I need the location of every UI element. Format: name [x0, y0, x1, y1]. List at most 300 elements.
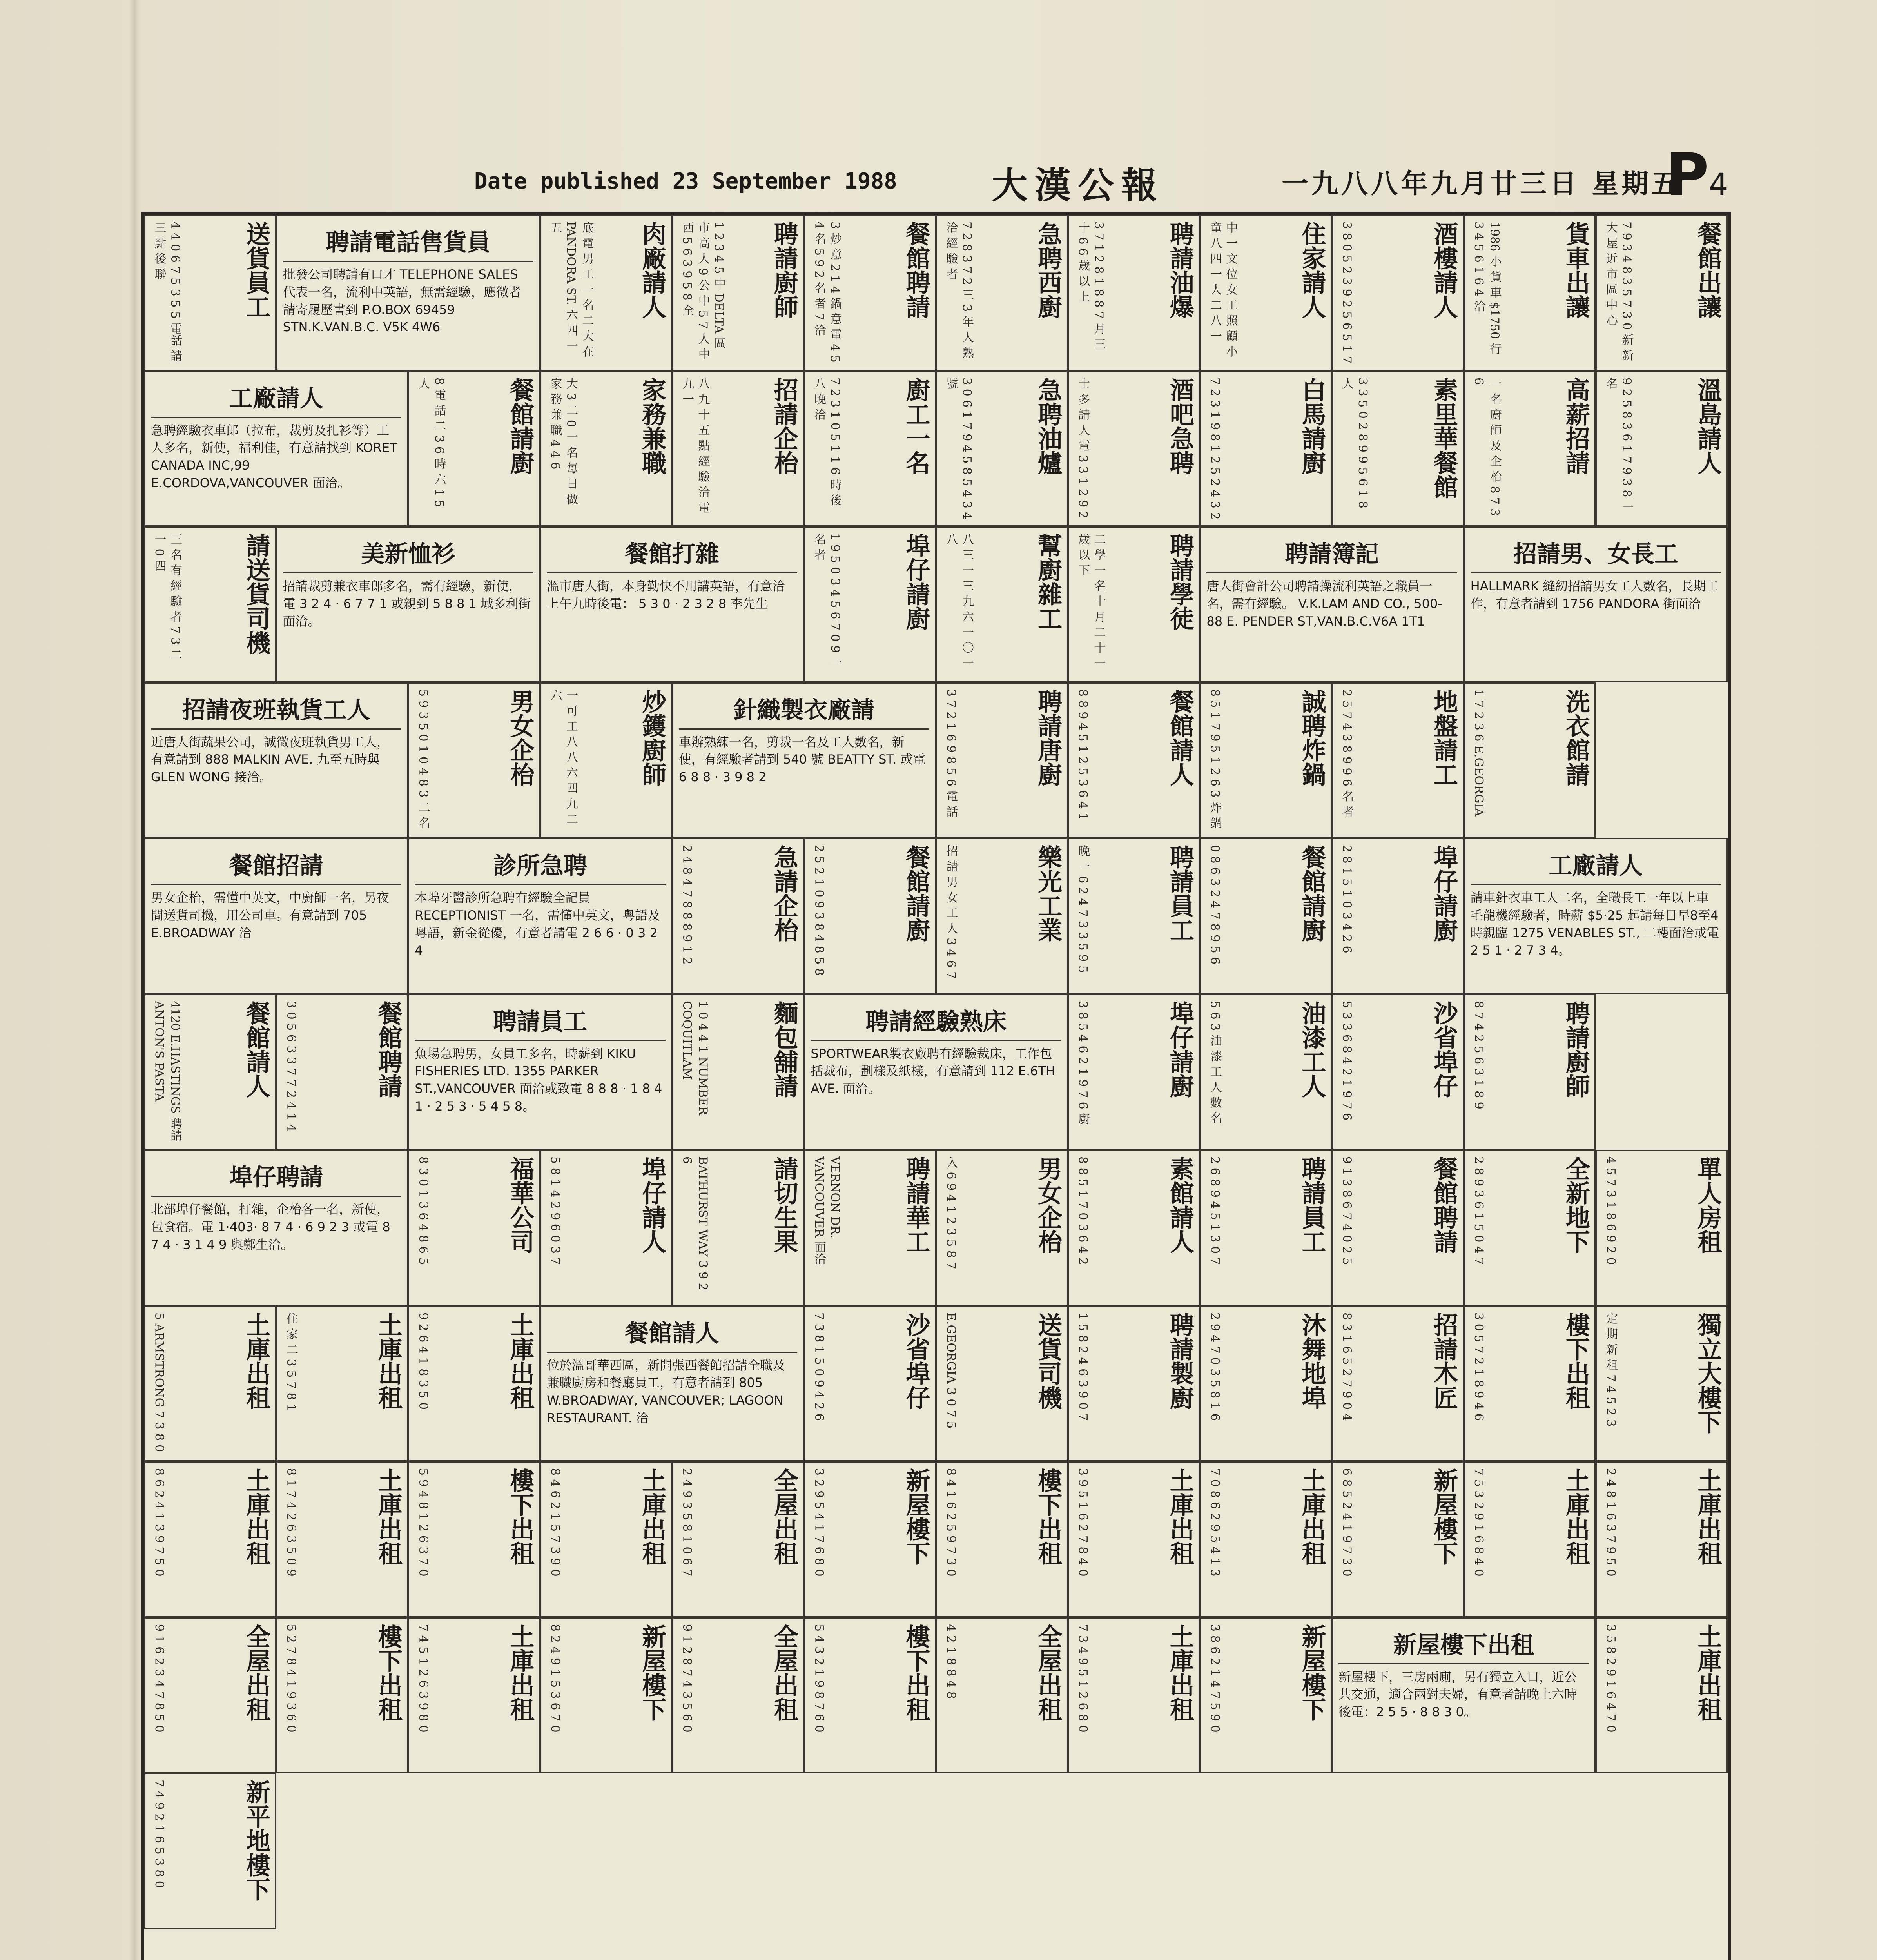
ad-body: 8 6 2 4 1 3 9 7 5 0 — [152, 1468, 166, 1577]
issue-date: 一九八八年九月廿三日 星期五 — [1282, 168, 1681, 200]
classified-ad — [804, 371, 936, 527]
classified-ad — [936, 1150, 1068, 1306]
ad-title: 住家請人 — [1297, 221, 1326, 319]
ad-body: 8 1 7 4 2 6 3 5 0 9 — [284, 1468, 298, 1577]
ad-body: 5 ARMSTRONG 7 3 8 0 — [152, 1312, 166, 1452]
classified-ad — [936, 1461, 1068, 1617]
ad-title: 油漆工人 — [1297, 1000, 1326, 1098]
classified-ad — [276, 1306, 408, 1462]
ad-title: 廚工一名 — [901, 377, 930, 475]
classified-ad — [804, 526, 936, 682]
ad-title: 聘請油爆 — [1166, 221, 1195, 319]
ad-body: 9 1 3 8 6 7 4 0 2 5 — [1340, 1156, 1354, 1265]
classified-ad — [936, 682, 1068, 838]
ad-body: 1986 小 貨 車 $1750 行 3 4 5 6 1 6 4 洽 — [1472, 221, 1502, 355]
ad-body: 8 7 4 2 5 6 3 1 8 9 — [1472, 1000, 1486, 1109]
ad-body: 7 3 4 9 5 1 2 6 8 0 — [1076, 1624, 1090, 1733]
ad-title: 聘請簿記 — [1206, 535, 1457, 573]
ad-body: 1 5 8 2 4 6 3 9 0 7 — [1076, 1312, 1090, 1421]
classified-ad — [1332, 1461, 1464, 1617]
ad-body: 底 電 男 工 一 名 二 大 在 PANDORA ST. 六 四 一 五 — [548, 221, 594, 358]
ad-title: 診所急聘 — [415, 847, 665, 885]
ad-title: 聘請唐廚 — [1034, 689, 1063, 786]
ad-body: SPORTWEAR製衣廠聘有經驗裁床，工作包括裁布，劃樣及紙樣，有意請到 112 E.6TH AVE. 面洽。 — [811, 1046, 1055, 1096]
masthead: 大漢公報 — [992, 164, 1164, 207]
classified-ad — [1068, 994, 1200, 1150]
ad-body: 2 9 4 7 0 3 5 8 1 6 — [1208, 1312, 1222, 1421]
classified-ad — [144, 371, 408, 527]
ad-body: 入 6 9 4 1 2 3 5 8 7 — [944, 1156, 958, 1269]
ad-title: 餐館出讓 — [1693, 221, 1722, 319]
ad-title: 貨車出讓 — [1561, 221, 1590, 319]
ad-body: 八 九 十 五 點 經 驗 洽 電 九 一 — [680, 377, 710, 513]
ad-body: 0 8 6 3 2 4 7 8 9 5 6 — [1208, 845, 1222, 965]
classified-ad — [1332, 994, 1464, 1150]
classified-ad — [1332, 371, 1464, 527]
ad-title: 男女企枱 — [506, 689, 535, 786]
classified-ad — [1332, 1617, 1596, 1773]
ad-body: 5 6 3 油 漆 工 人 數 名 — [1208, 1000, 1222, 1124]
page-fold — [129, 0, 140, 1960]
classified-ad — [144, 1461, 276, 1617]
ad-title: 樓下出租 — [374, 1624, 403, 1721]
classified-ad — [1200, 215, 1332, 371]
classified-ad — [804, 215, 936, 371]
ad-body: 3 7 1 2 8 1 8 8 7 月 三 十 6 6 歲 以 上 — [1076, 221, 1106, 350]
ad-title: 聘請員工 — [1166, 845, 1195, 942]
ad-title: 沙省埠仔 — [1429, 1000, 1458, 1098]
classified-ad — [408, 371, 540, 527]
classified-ad — [408, 682, 540, 838]
ad-body: 2 5 7 4 3 8 9 9 6 名 者 — [1340, 689, 1354, 817]
ad-body: 唐人街會計公司聘請操流利英語之職員一名，需有經驗。 V.K.LAM AND CO., 500-88 E. PENDER ST,VAN.B.C.V6A 1T1 — [1206, 579, 1442, 629]
classified-ad — [804, 1306, 936, 1462]
ad-body: E.GEORGIA 3 0 7 5 — [944, 1312, 958, 1428]
ad-title: 聘請電話售貨員 — [283, 224, 533, 262]
ad-title: 土庫出租 — [1297, 1468, 1326, 1565]
ad-title: 全屋出租 — [770, 1624, 799, 1721]
ad-title: 餐館打雜 — [547, 535, 797, 573]
classified-ad — [408, 1306, 540, 1462]
ad-title: 餐館聘請 — [1429, 1156, 1458, 1254]
classified-ad — [144, 1617, 276, 1773]
ad-title: 餐館聘請 — [901, 221, 930, 319]
classified-ad — [1332, 838, 1464, 994]
ad-body: 8 2 4 9 1 5 3 6 7 0 — [548, 1624, 562, 1733]
ad-body: 3 7 2 1 6 9 8 5 6 電 話 — [944, 689, 958, 817]
ad-title: 埠仔請廚 — [1429, 845, 1458, 942]
classified-ad — [540, 1461, 672, 1617]
ad-body: 8 4 1 6 2 5 9 7 3 0 — [944, 1468, 958, 1577]
ad-title: 新屋樓下出租 — [1338, 1626, 1589, 1664]
classified-ad — [1332, 682, 1464, 838]
ad-body: 7 0 8 6 2 9 5 4 1 3 — [1208, 1468, 1222, 1577]
classified-ad — [1200, 526, 1464, 682]
classified-ad — [144, 526, 276, 682]
classified-ad — [540, 1150, 672, 1306]
ad-body: 7 4 5 1 2 6 3 9 8 0 — [416, 1624, 430, 1733]
classified-ad — [1596, 371, 1728, 527]
ad-title: 素館請人 — [1166, 1156, 1195, 1254]
ad-body: 3 8 5 4 6 2 1 9 7 6 廚 — [1076, 1000, 1090, 1125]
ad-title: 新屋樓下 — [1429, 1468, 1458, 1565]
ad-body: 請車針衣車工人二名，全職長工一年以上車毛龍機經驗者，時薪 $5·25 起請每日早8至4時親臨 1275 VENABLES ST., 二樓面洽或電 2 5 1 · 2 7 3 4。 — [1470, 890, 1719, 958]
ad-title: 請送貨司機 — [242, 533, 271, 655]
ad-title: 招請木匠 — [1429, 1312, 1458, 1410]
ad-title: 餐館聘請 — [374, 1000, 403, 1098]
classified-ad — [540, 1306, 804, 1462]
ad-title: 埠仔請廚 — [901, 533, 930, 630]
ad-title: 全新地下 — [1561, 1156, 1590, 1254]
ad-body: 3 8 0 5 2 3 9 2 5 6 5 1 7 — [1340, 221, 1354, 364]
ad-body: 2 6 8 9 4 5 1 3 0 7 — [1208, 1156, 1222, 1265]
classified-ad — [144, 838, 408, 994]
ad-title: 土庫出租 — [374, 1468, 403, 1565]
ad-body: 溫市唐人街，本身勤快不用講英語，有意洽上午九時後電： 5 3 0 · 2 3 2 8 李先生 — [546, 579, 785, 611]
classified-ad — [804, 1461, 936, 1617]
ad-title: 急聘油爐 — [1034, 377, 1063, 475]
ad-title: 急請企枱 — [770, 845, 799, 942]
ad-title: 土庫出租 — [1693, 1624, 1722, 1721]
classified-ad — [1068, 526, 1200, 682]
ad-title: 送貨司機 — [1034, 1312, 1063, 1410]
ad-body: 位於溫哥華西區，新開張西餐館招請全職及兼職廚房和餐廳員工，有意者請到 805 W.BROADWAY, VANCOUVER; LAGOON RESTAURANT. 洽 — [546, 1357, 785, 1425]
ad-title: 餐館請廚 — [1297, 845, 1326, 942]
classified-ad — [1464, 371, 1596, 527]
classified-ad — [1068, 1150, 1200, 1306]
ad-title: 埠仔聘請 — [151, 1159, 401, 1197]
classified-ad — [1464, 682, 1596, 838]
classified-ad — [1596, 215, 1728, 371]
ad-title: 急聘西廚 — [1034, 221, 1063, 319]
classified-ad — [144, 994, 276, 1150]
classified-ad — [276, 1617, 408, 1773]
classified-ad — [1464, 994, 1596, 1150]
classified-ad — [1464, 1461, 1596, 1617]
ad-body: 一 可 工 八 八 六 四 九 二 六 — [548, 689, 578, 825]
classified-ad — [1068, 1461, 1200, 1617]
ad-body: 中 一 文 位 女 工 照 顧 小 童 八 四 一 人 二 八 一 — [1208, 221, 1238, 358]
classified-ad — [408, 1150, 540, 1306]
classified-ad — [1068, 371, 1200, 527]
ad-body: 3 炒 意 2 1 4 鍋 意 電 4 5 4 名 5 9 2 名 者 7 洽 — [812, 221, 842, 363]
ad-body: 3 9 5 1 6 2 7 8 4 0 — [1076, 1468, 1090, 1577]
classified-ad — [804, 838, 936, 994]
ad-title: 男女企枱 — [1034, 1156, 1063, 1254]
ad-body: 7 2 8 3 7 2 三 3 年 人 熟 洽 經 驗 者 — [944, 221, 974, 358]
classified-ad — [672, 1461, 804, 1617]
ad-title: 聘請員工 — [415, 1003, 665, 1041]
classified-ad — [1596, 1306, 1728, 1462]
ad-title: 土庫出租 — [506, 1312, 535, 1410]
ad-title: 招請夜班執貨工人 — [151, 691, 401, 730]
ad-title: 餐館請廚 — [901, 845, 930, 942]
ad-body: 8 8 9 4 5 1 2 5 3 6 4 1 — [1076, 689, 1090, 820]
ad-title: 聘請廚師 — [1561, 1000, 1590, 1098]
ad-body: 急聘經驗衣車郎（拉布，裁剪及扎衫等）工人多名，新使，福利佳，有意請找到 KORET CANADA INC,99 E.CORDOVA,VANCOUVER 面洽。 — [151, 423, 397, 490]
ad-title: 土庫出租 — [242, 1312, 271, 1410]
classified-ad — [144, 1150, 408, 1306]
ad-title: 沐舞地埠 — [1297, 1312, 1326, 1410]
page-digit: 4 — [1708, 167, 1728, 203]
ad-body: 7 3 8 1 5 0 9 4 2 6 — [812, 1312, 826, 1421]
ad-body: 8 電 話 二 3 6 時 六 1 5 人 — [416, 377, 446, 507]
ad-title: 土庫出租 — [374, 1312, 403, 1410]
classified-ad — [1464, 1306, 1596, 1462]
ad-title: 美新恤衫 — [283, 535, 533, 573]
ad-title: 新屋樓下 — [1297, 1624, 1326, 1721]
classified-ad — [1464, 215, 1596, 371]
ad-title: 高薪招請 — [1561, 377, 1590, 475]
ad-title: 土庫出租 — [1561, 1468, 1590, 1565]
ad-title: 家務兼職 — [638, 377, 667, 475]
classified-ad — [1200, 682, 1332, 838]
ad-title: 酒樓請人 — [1429, 221, 1458, 319]
classified-ad — [936, 1617, 1068, 1773]
ad-title: 招請企枱 — [770, 377, 799, 475]
ad-title: 土庫出租 — [1166, 1468, 1195, 1565]
ad-body: HALLMARK 縫紉招請男女工人數名，長期工作，有意者請到 1756 PANDORA 街面洽 — [1470, 579, 1719, 611]
ad-title: 新屋樓下 — [901, 1468, 930, 1565]
classified-ad — [1200, 1617, 1332, 1773]
classified-ads-grid — [141, 212, 1731, 1960]
ad-title: 樓下出租 — [1034, 1468, 1063, 1565]
ad-title: 樓下出租 — [1561, 1312, 1590, 1410]
ad-title: 素里華餐館 — [1429, 377, 1458, 499]
ad-title: 聘請廚師 — [770, 221, 799, 319]
ad-title: 全屋出租 — [242, 1624, 271, 1721]
ad-body: 4 2 1 8 8 4 8 — [944, 1624, 958, 1699]
ad-body: 1 9 5 0 3 4 5 6 7 0 9 一 名 者 — [812, 533, 842, 668]
ad-title: 樓下出租 — [901, 1624, 930, 1721]
ad-body: 3 0 6 1 7 9 4 5 8 5 4 3 4 號 — [944, 377, 974, 520]
ad-body: 3 5 8 2 9 1 6 4 7 0 — [1603, 1624, 1618, 1733]
classified-ad — [540, 371, 672, 527]
classified-ad — [672, 994, 804, 1150]
ad-body: 三 名 有 經 驗 者 7 3 二 一 0 四 — [152, 533, 182, 661]
ad-title: 炒鑊廚師 — [638, 689, 667, 786]
ad-body: 7 9 3 4 8 3 5 7 3 0 新 新 大 屋 近 市 區 中 心 — [1603, 221, 1634, 361]
ad-title: 聘請員工 — [1297, 1156, 1326, 1254]
classified-ad — [276, 526, 540, 682]
ad-title: 酒吧急聘 — [1166, 377, 1195, 475]
ad-body: 8 8 5 1 7 0 3 6 4 2 — [1076, 1156, 1090, 1265]
classified-ad — [1332, 1306, 1464, 1462]
ad-title: 工廠請人 — [1471, 847, 1721, 885]
ad-title: 聘請經驗熟床 — [811, 1003, 1061, 1041]
classified-ad — [276, 994, 408, 1150]
classified-ad — [408, 1461, 540, 1617]
classified-ad — [936, 526, 1068, 682]
ad-title: 針織製衣廠請 — [679, 691, 929, 730]
classified-ad — [1332, 215, 1464, 371]
classified-ad — [144, 1773, 276, 1929]
classified-ad — [1596, 1461, 1728, 1617]
ad-title: 樓下出租 — [506, 1468, 535, 1565]
ad-title: 餐館請人 — [1166, 689, 1195, 786]
ad-body: 5 9 4 8 1 2 6 3 7 0 — [416, 1468, 430, 1577]
classified-ad — [1596, 1150, 1728, 1306]
ad-title: 土庫出租 — [242, 1468, 271, 1565]
classified-ad — [1200, 371, 1332, 527]
ad-body: 招請裁剪兼衣車郎多名，需有經驗，新使，電 3 2 4 · 6 7 7 1 或親到 5 8 8 1 域多利街面洽。 — [283, 579, 531, 629]
ad-body: 士 多 請 人 電 3 3 1 2 9 2 — [1076, 377, 1090, 519]
classified-ad — [804, 1150, 936, 1306]
ad-body: 8 4 6 2 1 5 7 3 9 0 — [548, 1468, 562, 1577]
classified-ad — [540, 1617, 672, 1773]
classified-ad — [540, 526, 804, 682]
ad-title: 土庫出租 — [506, 1624, 535, 1721]
classified-ad — [672, 1617, 804, 1773]
ad-body: 9 2 5 8 3 6 1 7 9 3 8 一 名 — [1603, 377, 1634, 513]
classified-ad — [540, 682, 672, 838]
classified-ad — [936, 838, 1068, 994]
ad-title: 沙省埠仔 — [901, 1312, 930, 1410]
ad-body: 9 1 6 2 3 4 7 8 5 0 — [152, 1624, 166, 1733]
ad-body: 5 9 3 5 0 1 0 4 8 3 二 名 — [416, 689, 430, 829]
classified-ad — [276, 1461, 408, 1617]
ad-title: 聘請學徒 — [1166, 533, 1195, 630]
classified-ad — [1068, 838, 1200, 994]
ad-body: 1 7 2 3 6 E.GEORGIA — [1472, 689, 1486, 817]
ad-body: 2 8 1 5 1 0 3 4 2 6 — [1340, 845, 1354, 953]
ad-title: 聘請華工 — [901, 1156, 930, 1254]
ad-title: 埠仔請人 — [638, 1156, 667, 1254]
ad-title: 餐館請人 — [547, 1315, 797, 1353]
classified-ad — [1068, 215, 1200, 371]
ad-title: 全屋出租 — [770, 1468, 799, 1565]
classified-ad — [408, 838, 672, 994]
ad-body: 2 4 8 1 6 3 7 9 5 0 — [1603, 1468, 1618, 1577]
ad-body: 一 名 廚 師 及 企 枱 8 7 3 6 — [1472, 377, 1502, 516]
ad-body: 8 5 1 7 9 5 1 2 6 3 炸 鍋 — [1208, 689, 1222, 829]
classified-ad — [1200, 994, 1332, 1150]
ad-body: 7 5 3 2 9 1 6 8 4 0 — [1472, 1468, 1486, 1577]
ad-body: 7 2 3 1 9 8 1 2 5 2 4 3 2 — [1208, 377, 1222, 520]
ad-title: 麵包舖請 — [770, 1000, 799, 1098]
classified-ad — [1464, 526, 1728, 682]
ad-body: 2 5 2 1 0 9 3 8 4 8 5 8 — [812, 845, 826, 976]
ad-title: 餐館請廚 — [506, 377, 535, 475]
ad-body: 男女企枱，需懂中英文，中廚師一名，另夜間送貨司機，用公司車。有意請到 705 E.BROADWAY 洽 — [151, 890, 390, 940]
ad-title: 全屋出租 — [1034, 1624, 1063, 1721]
classified-ad — [804, 994, 1068, 1150]
classified-ad — [672, 682, 936, 838]
classified-ad — [144, 215, 276, 371]
ad-body: 定 期 新 租 7 4 5 2 3 — [1603, 1312, 1618, 1427]
ad-title: 樂光工業 — [1034, 845, 1063, 942]
ad-body: 2 4 8 4 7 8 8 8 9 1 2 — [680, 845, 694, 965]
ad-body: 大 3 二 0 一 名 每 日 做 家 務 兼 職 4 4 6 — [548, 377, 578, 505]
ad-title: 聘請製廚 — [1166, 1312, 1195, 1410]
ad-body: 魚場急聘男，女員工多名，時薪到 KIKU FISHERIES LTD. 1355 PARKER ST.,VANCOUVER 面洽或致電 8 8 8 · 1 8 4 1 · 2 5 3 · 5 4 5 8。 — [415, 1046, 662, 1114]
classified-ad — [1068, 1306, 1200, 1462]
ad-title: 土庫出租 — [1693, 1468, 1722, 1565]
ad-body: 5 8 1 4 2 9 6 0 3 7 — [548, 1156, 562, 1265]
ad-body: 車辦熟練一名，剪裁一名及工人數名，新使，有經驗者請到 540 號 BEATTY ST. 或電 6 8 8 · 3 9 8 2 — [678, 734, 926, 785]
classified-ad — [936, 215, 1068, 371]
ad-body: 本埠牙醫診所急聘有經驗全記員 RECEPTIONIST 一名，需懂中英文，粵語及粵語，新金從優，有意者請電 2 6 6 · 0 3 2 4 — [415, 890, 660, 958]
ad-body: 3 0 5 7 2 1 8 9 4 6 — [1472, 1312, 1486, 1421]
ad-body: 4 4 0 6 7 5 3 5 5 電話 請 三 點 後 聯 — [152, 221, 182, 362]
ad-body: 9 1 2 8 7 4 3 5 6 0 — [680, 1624, 694, 1733]
classified-ad — [1200, 1461, 1332, 1617]
classified-ad — [672, 1150, 804, 1306]
ad-body: 北部埠仔餐館，打雜，企枱各一名，新使，包食宿。電 1·403· 8 7 4 · 6 9 2 3 或電 8 7 4 · 3 1 4 9 與鄭生洽。 — [151, 1202, 390, 1252]
classified-ad — [1200, 838, 1332, 994]
classified-ad — [804, 1617, 936, 1773]
classified-ad — [672, 215, 804, 371]
classified-ad — [1200, 1150, 1332, 1306]
ad-title: 地盤請工 — [1429, 689, 1458, 786]
ad-body: BATHURST WAY 3 9 2 6 — [680, 1156, 710, 1290]
ad-body: 9 2 6 4 1 8 3 5 0 — [416, 1312, 430, 1410]
ad-body: 2 8 9 3 6 1 5 0 4 7 — [1472, 1156, 1486, 1265]
classified-ad — [1068, 682, 1200, 838]
ad-body: 批發公司聘請有口才 TELEPHONE SALES 代表一名，流利中英語，無需經驗，應徵者請寄履歷書到 P.O.BOX 69459 STN.K.VAN.B.C. V5K 4W6 — [283, 267, 521, 335]
classified-ad — [936, 1306, 1068, 1462]
ad-body: 近唐人街蔬果公司，誠徵夜班執貨男工人，有意請到 888 MALKIN AVE. 九至五時與 GLEN WONG 接洽。 — [151, 734, 390, 785]
ad-title: 請切生果 — [770, 1156, 799, 1254]
ad-body: 新屋樓下，三房兩廁，另有獨立入口，近公共交通，適合兩對夫婦，有意者請晚上六時後電：2 5 5 · 8 8 3 0。 — [1338, 1669, 1577, 1720]
ad-title: 洗衣館請 — [1561, 689, 1590, 786]
classified-ad — [936, 371, 1068, 527]
classified-ad — [144, 1306, 276, 1462]
classified-ad — [408, 1617, 540, 1773]
ad-body: 5 3 3 6 8 4 2 1 9 7 6 — [1340, 1000, 1354, 1120]
ad-title: 工廠請人 — [151, 380, 401, 418]
ad-body: 二 學 一 名 十 月 二 十 一 歲 以 下 — [1076, 533, 1106, 669]
ad-body: 3 3 5 0 2 8 9 9 5 6 1 8 人 — [1340, 377, 1369, 508]
ad-title: 送貨員工 — [242, 221, 271, 319]
ad-title: 新平地樓下 — [242, 1780, 271, 1901]
ad-body: 5 4 3 2 1 9 8 7 6 0 — [812, 1624, 826, 1733]
classified-ad — [540, 215, 672, 371]
ad-body: 5 2 7 8 4 1 9 3 6 0 — [284, 1624, 298, 1733]
ad-title: 土庫出租 — [1166, 1624, 1195, 1721]
ad-body: 7 4 9 2 1 6 5 3 8 0 — [152, 1780, 166, 1888]
ad-body: 8 3 0 1 3 6 4 8 6 5 — [416, 1156, 430, 1265]
ad-title: 幫廚雜工 — [1034, 533, 1063, 630]
ad-title: 餐館請人 — [242, 1000, 271, 1098]
ad-title: 餐館招請 — [151, 847, 401, 885]
classified-ad — [1068, 1617, 1200, 1773]
ad-body: 1 0 4 4 1 NUMBER COQUITLAM — [680, 1000, 710, 1115]
classified-ad — [1464, 1150, 1596, 1306]
ad-body: 6 8 5 2 4 1 9 7 3 0 — [1340, 1468, 1354, 1577]
page-header — [129, 141, 1775, 212]
ad-title: 土庫出租 — [638, 1468, 667, 1565]
ad-title: 肉廠請人 — [638, 221, 667, 319]
ad-title: 新屋樓下 — [638, 1624, 667, 1721]
ad-body: 3 0 5 6 3 3 7 7 2 4 1 4 — [284, 1000, 298, 1132]
ad-title: 單人房租 — [1693, 1156, 1722, 1254]
ad-body: 住 家 二 3 5 7 8 1 — [284, 1312, 298, 1411]
page-letter: P — [1666, 141, 1709, 209]
ad-title: 招請男、女長工 — [1471, 535, 1721, 573]
ad-body: 7 2 3 1 0 5 1 1 6 時 後 八 晚 洽 — [812, 377, 842, 506]
classified-ad — [1200, 1306, 1332, 1462]
classified-ad — [408, 994, 672, 1150]
classified-ad — [1596, 1617, 1728, 1773]
classified-ad — [144, 682, 408, 838]
classified-ad — [672, 838, 804, 994]
ad-body: 晚 一 6 2 4 7 3 3 5 9 5 — [1076, 845, 1090, 973]
ad-body: 招 請 男 女 工 人 3 4 6 7 — [944, 845, 958, 979]
classified-ad — [672, 371, 804, 527]
ad-body: 4 5 7 3 1 8 6 9 2 0 — [1603, 1156, 1618, 1265]
ad-title: 誠聘炸鍋 — [1297, 689, 1326, 786]
